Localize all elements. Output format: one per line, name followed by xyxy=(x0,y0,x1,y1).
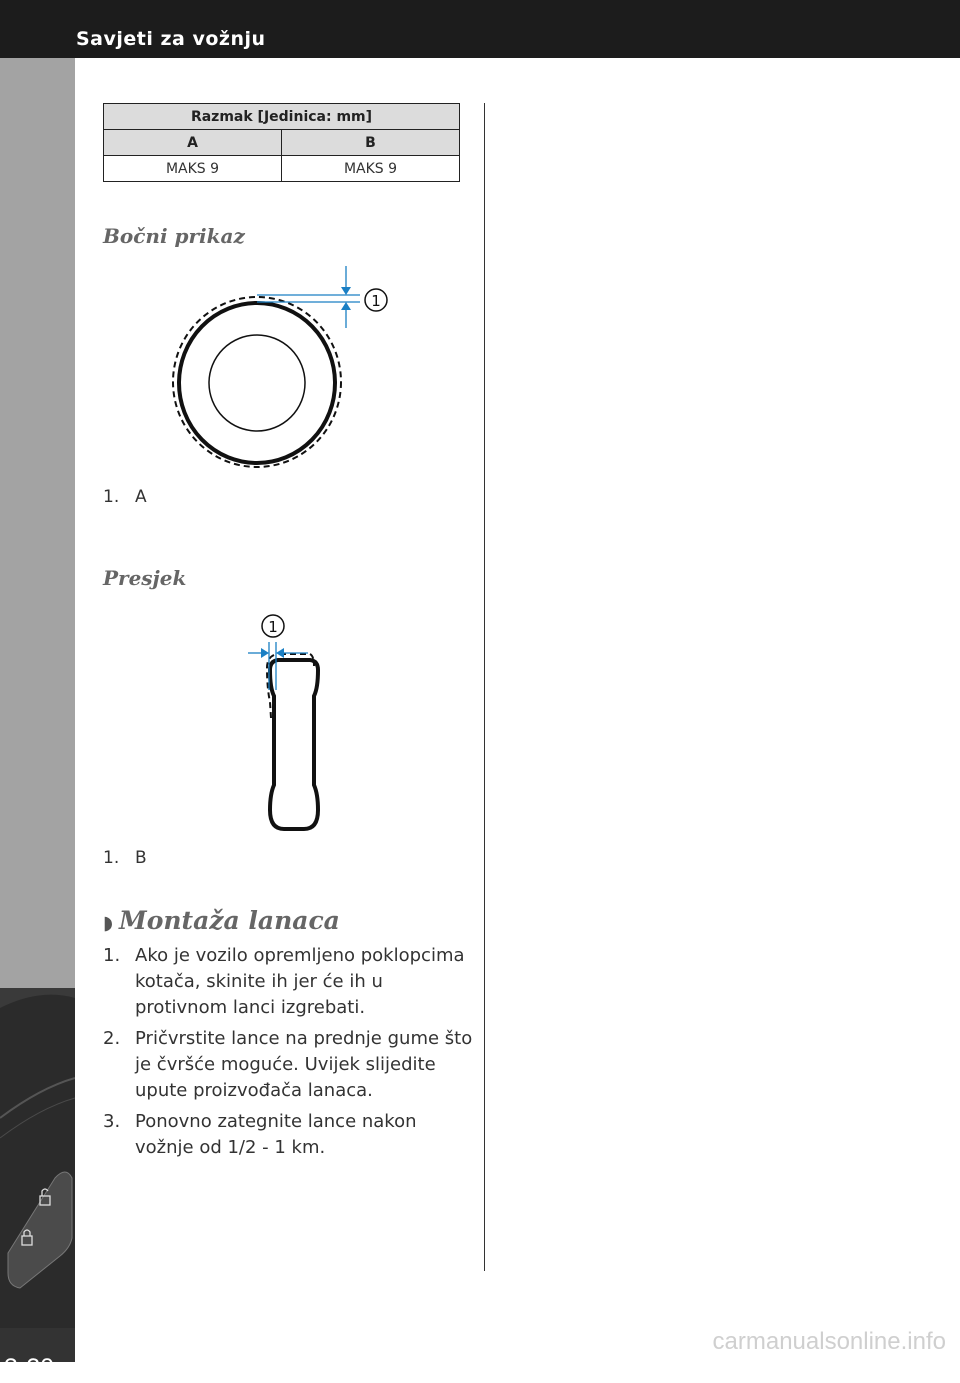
cross-section-caption: 1. B xyxy=(103,848,147,868)
tire-section xyxy=(270,660,318,829)
door-lock-photo xyxy=(0,988,75,1362)
gap-table xyxy=(103,103,460,182)
section-title: Savjeti za vožnju xyxy=(76,28,266,50)
cross-section-diagram xyxy=(240,610,330,835)
side-view-caption: 1. A xyxy=(103,487,147,507)
list-item: 3. Ponovno zategnite lance nakon vožnje od 1/2 - 1 km. xyxy=(103,1111,417,1158)
table-header-a: A xyxy=(104,130,282,156)
mounting-steps xyxy=(103,943,473,1166)
svg-text:1: 1 xyxy=(268,618,278,636)
column-divider xyxy=(484,103,485,1271)
list-item: 1. Ako je vozilo opremljeno poklopcima kotača, skinite ih jer će ih u protivnom lanci izgrebati. xyxy=(103,945,465,1018)
table-header-b: B xyxy=(281,130,459,156)
list-item: 2. Pričvrstite lance na prednje gume što je čvršće moguće. Uvijek slijedite upute proizvođača lanaca. xyxy=(103,1028,473,1101)
sidebar xyxy=(0,58,75,1382)
page-number: 3-20 xyxy=(4,1354,55,1382)
chain-outline xyxy=(173,297,341,467)
heading-bullet: ◗ xyxy=(103,912,114,934)
mounting-heading: ◗ Montaža lanaca xyxy=(103,906,340,935)
svg-text:1: 1 xyxy=(371,292,381,310)
wheel-rim xyxy=(209,335,305,431)
side-view-diagram xyxy=(165,262,405,472)
cross-section-heading: Presjek xyxy=(103,566,187,590)
watermark: carmanualsonline.info xyxy=(712,1328,946,1355)
table-cell-a: MAKS 9 xyxy=(104,156,282,182)
tire-outline xyxy=(179,303,335,463)
side-view-heading: Bočni prikaz xyxy=(103,224,245,248)
table-title: Razmak [Jedinica: mm] xyxy=(104,104,460,130)
table-cell-b: MAKS 9 xyxy=(281,156,459,182)
